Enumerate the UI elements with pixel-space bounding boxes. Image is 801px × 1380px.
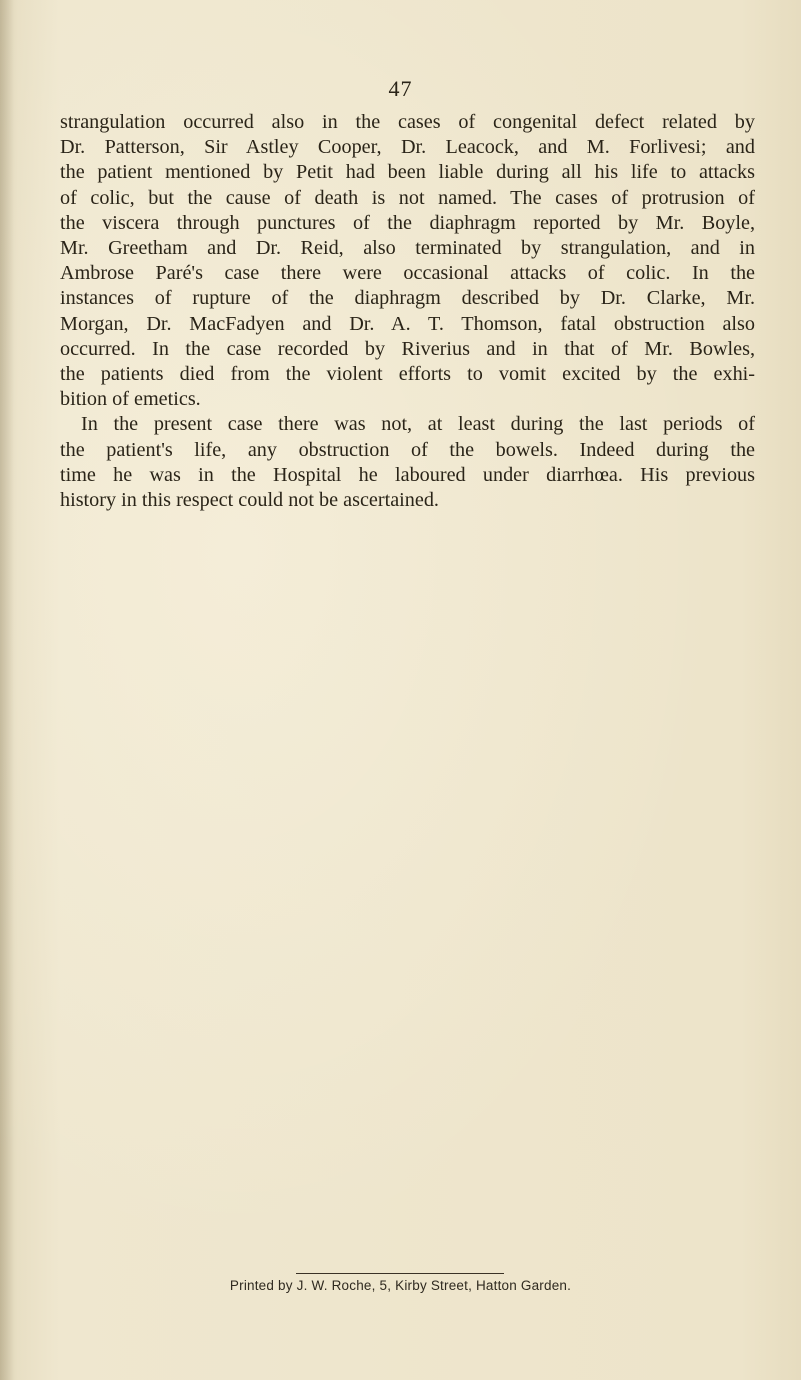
- text-line: Ambrose Paré's case there were occasional attacks of colic. In the: [60, 262, 755, 285]
- imprint-divider: [296, 1273, 504, 1274]
- paragraph-2: [60, 412, 755, 513]
- text-line: strangulation occurred also in the cases of congenital defect related by: [60, 111, 755, 133]
- text-line: In the present case there was not, at least during the last periods of: [81, 413, 755, 436]
- text-line: the patient's life, any obstruction of the bowels. Indeed during the: [60, 438, 755, 461]
- text-line: of colic, but the cause of death is not named. The cases of protrusion of: [60, 186, 755, 209]
- paragraph-1: [60, 110, 755, 412]
- text-line: the patient mentioned by Petit had been liable during all his life to attacks: [60, 161, 755, 184]
- page-number: 47: [388, 76, 413, 101]
- text-line: Dr. Patterson, Sir Astley Cooper, Dr. Leacock, and M. Forlivesi; and: [60, 136, 755, 159]
- body-text: [60, 110, 755, 513]
- text-line: occurred. In the case recorded by Riverius and in that of Mr. Bowles,: [60, 337, 755, 360]
- text-line: bition of emetics.: [60, 388, 201, 411]
- text-line: Mr. Greetham and Dr. Reid, also terminated by strangulation, and in: [60, 237, 755, 260]
- text-line: time he was in the Hospital he laboured under diarrhœa. His previous: [60, 463, 755, 486]
- text-line: history in this respect could not be ascertained.: [60, 489, 439, 512]
- page-gutter-shadow: [0, 0, 14, 1380]
- text-line: the viscera through punctures of the diaphragm reported by Mr. Boyle,: [60, 211, 755, 234]
- text-line: Morgan, Dr. MacFadyen and Dr. A. T. Thomson, fatal obstruction also: [60, 312, 755, 335]
- text-line: the patients died from the violent efforts to vomit excited by the exhi-: [60, 363, 755, 386]
- printer-imprint: Printed by J. W. Roche, 5, Kirby Street, Hatton Garden.: [229, 1278, 572, 1293]
- text-line: instances of rupture of the diaphragm described by Dr. Clarke, Mr.: [60, 287, 755, 310]
